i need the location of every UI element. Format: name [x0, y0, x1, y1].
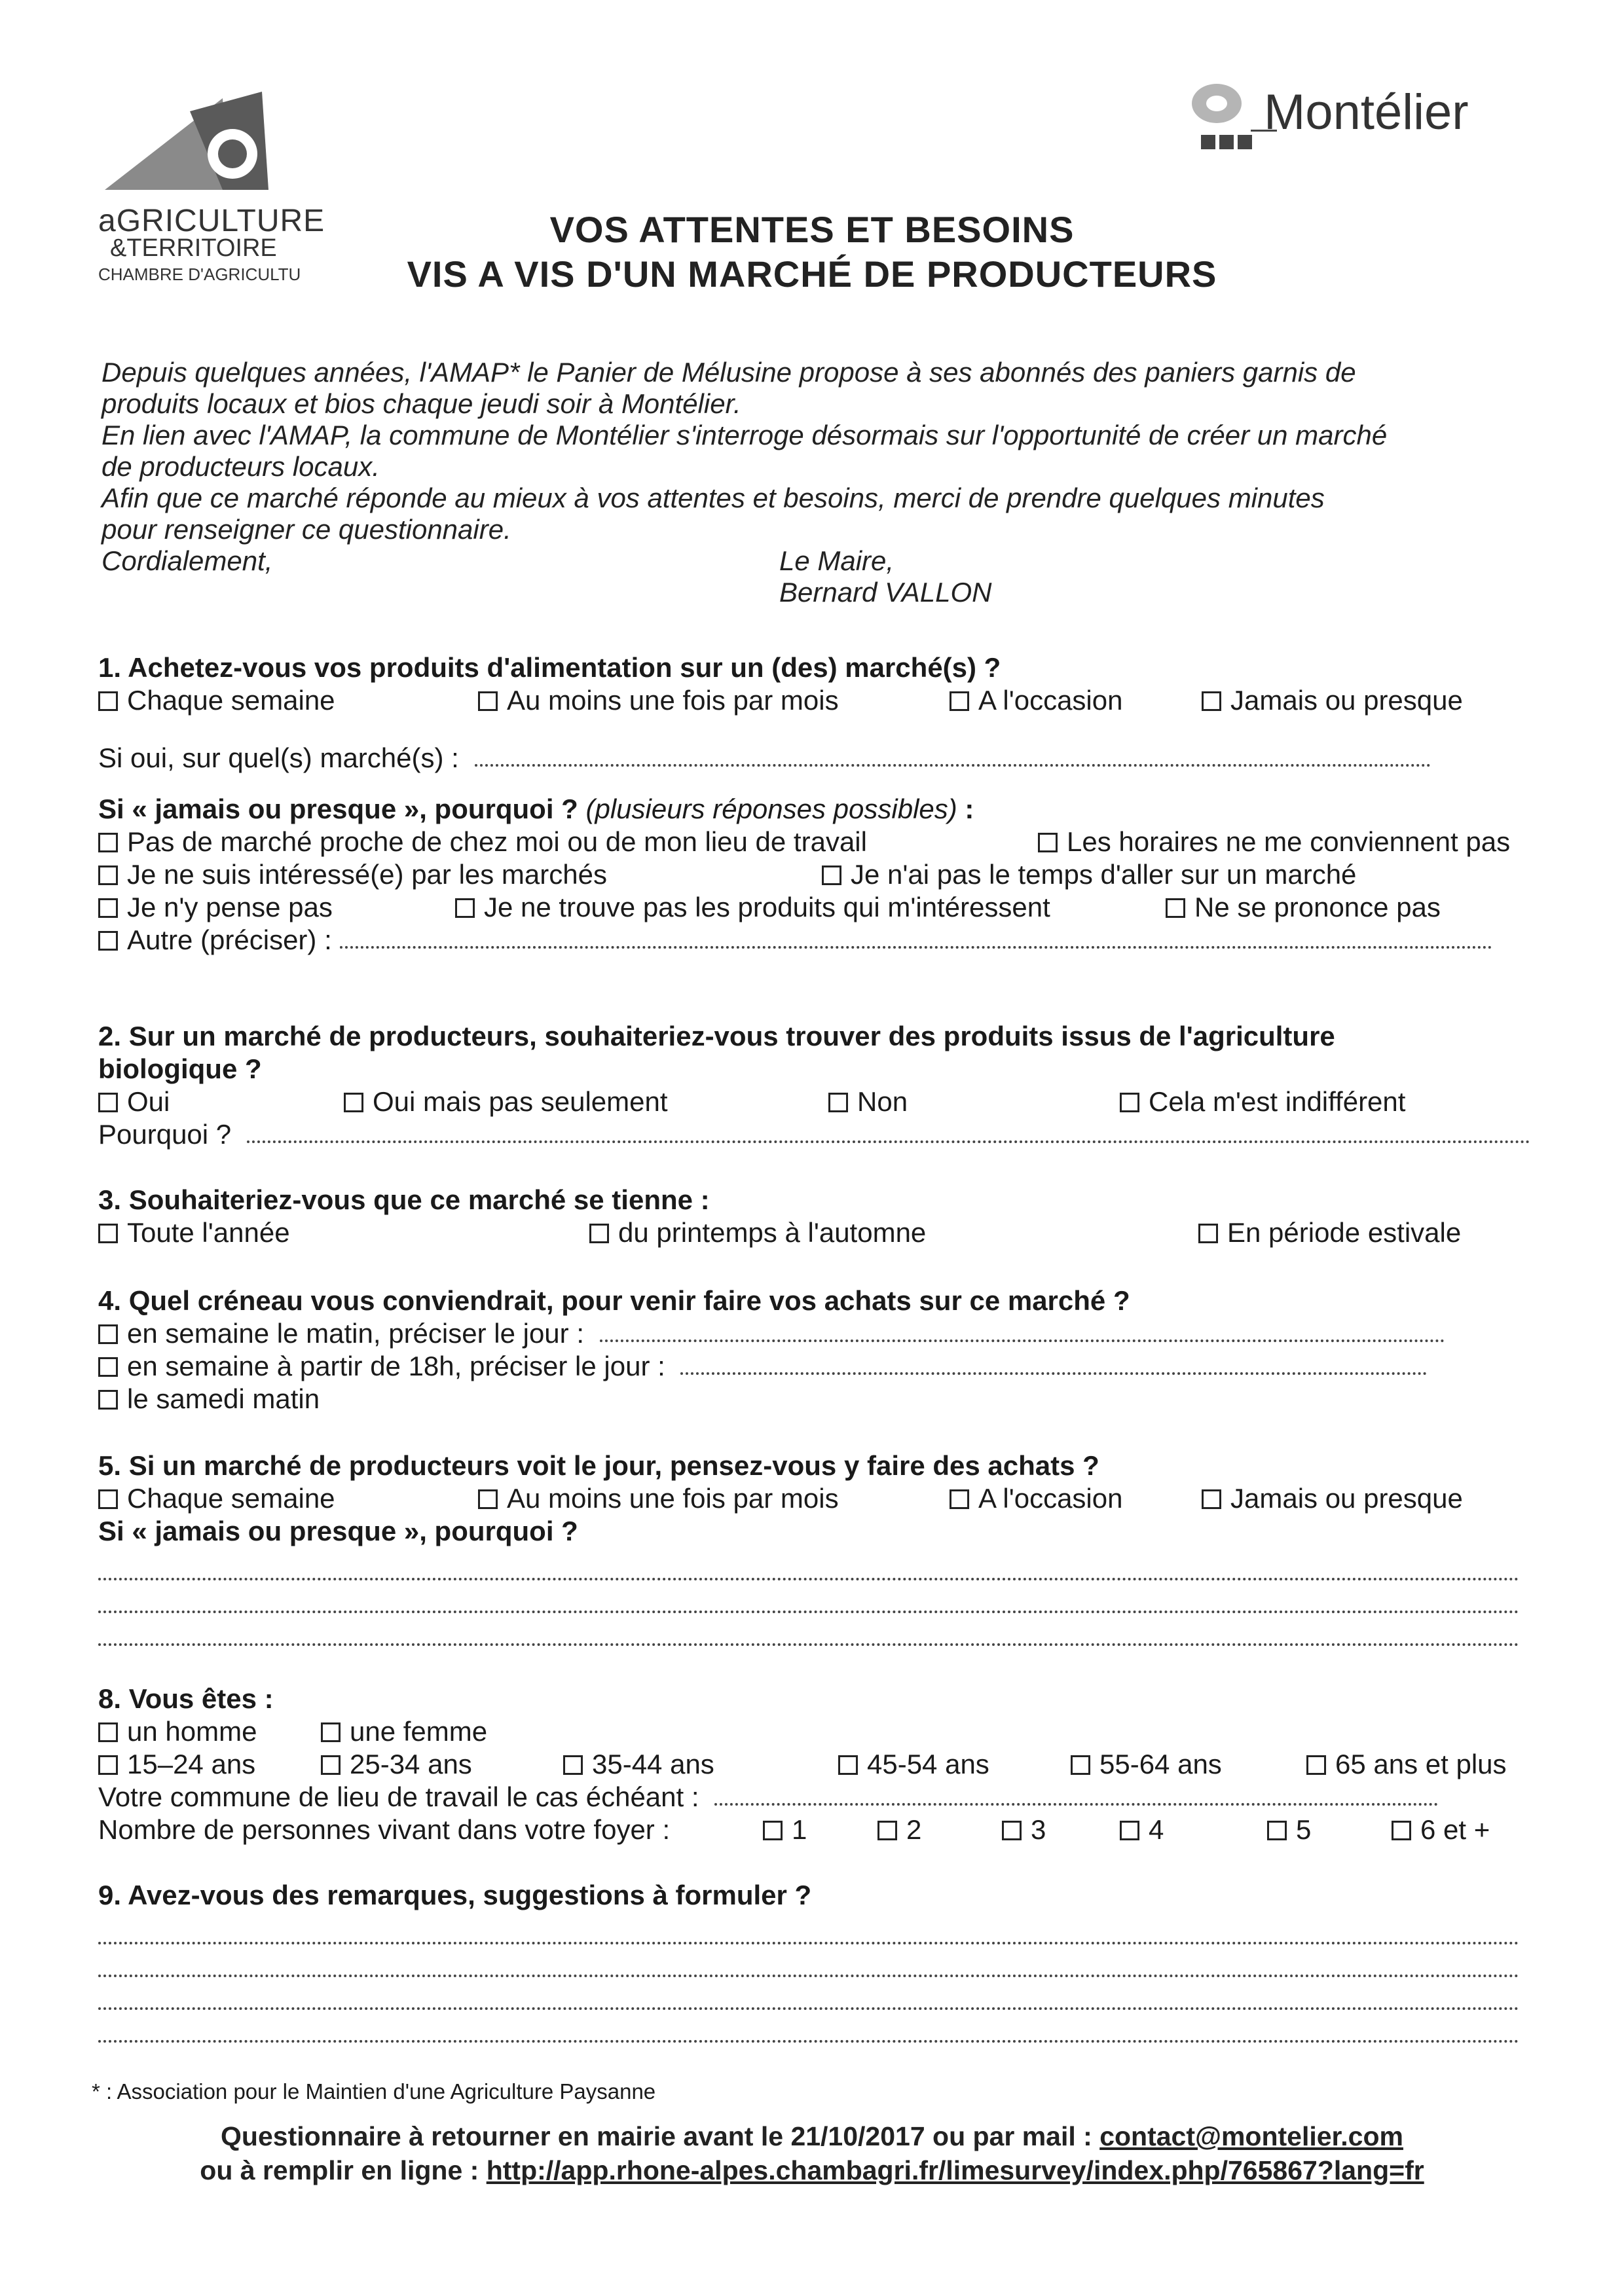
q8-workplace-field[interactable] [714, 1781, 1438, 1806]
q4-weekday-evening-field[interactable] [680, 1350, 1427, 1375]
checkbox[interactable] [589, 1224, 609, 1243]
checkbox[interactable] [98, 866, 118, 885]
q1-option-never[interactable]: Jamais ou presque [1202, 684, 1463, 717]
q8-household-2[interactable]: 2 [877, 1813, 921, 1846]
q1-reason-no-time[interactable]: Je n'ai pas le temps d'aller sur un marché [822, 858, 1356, 891]
q9-answer-line-2[interactable] [98, 1944, 1519, 1977]
q5-option-occasionally[interactable]: A l'occasion [950, 1482, 1122, 1515]
intro-line: de producteurs locaux. [101, 451, 380, 482]
question-2-title-line-1: 2. Sur un marché de producteurs, souhaiteriez-vous trouver des produits issus de l'agriculture [98, 1021, 1335, 1051]
q3-option-all-year[interactable]: Toute l'année [98, 1216, 290, 1249]
question-1-title: 1. Achetez-vous vos produits d'alimentation sur un (des) marché(s) ? [98, 652, 1001, 683]
q3-option-summer[interactable]: En période estivale [1198, 1216, 1461, 1249]
checkbox[interactable] [1392, 1821, 1411, 1840]
q8-household-5[interactable]: 5 [1267, 1813, 1311, 1846]
page-title-line-1: VOS ATTENTES ET BESOINS [549, 209, 1075, 250]
q2-option-indifferent[interactable]: Cela m'est indifférent [1120, 1085, 1405, 1118]
footer-line-1: Questionnaire à retourner en mairie avant le 21/10/2017 ou par mail : contact@montelier.com [221, 2121, 1403, 2151]
page-title-line-2: VIS A VIS D'UN MARCHÉ DE PRODUCTEURS [407, 253, 1217, 295]
checkbox[interactable] [1038, 833, 1058, 852]
q1-reason-other[interactable]: Autre (préciser) : [98, 924, 1539, 957]
q5-why-line-3[interactable] [98, 1613, 1519, 1646]
q8-household: Nombre de personnes vivant dans votre foyer : 1 2 3 4 5 6 et + [98, 1814, 1490, 1845]
q8-age-35-44[interactable]: 35-44 ans [563, 1748, 714, 1781]
agriculture-logo-icon [98, 85, 295, 203]
q8-household-6-plus[interactable]: 6 et + [1392, 1813, 1490, 1846]
q8-age-55-64[interactable]: 55-64 ans [1071, 1748, 1222, 1781]
footer-line-2: ou à remplir en ligne : http://app.rhone-alpes.chambagri.fr/limesurvey/index.php/765867?lang=fr [200, 2155, 1424, 2185]
q1-which-answer-field[interactable] [475, 742, 1431, 767]
q2-option-yes-not-only[interactable]: Oui mais pas seulement [344, 1085, 668, 1118]
q2-option-no[interactable]: Non [828, 1085, 908, 1118]
checkbox[interactable] [838, 1755, 858, 1775]
checkbox[interactable] [1202, 1489, 1221, 1509]
checkbox[interactable] [1120, 1093, 1139, 1112]
q1-reason-not-interested[interactable]: Je ne suis intéressé(e) par les marchés [98, 858, 607, 891]
intro-line: Afin que ce marché réponde au mieux à vos attentes et besoins, merci de prendre quelques minutes [101, 483, 1325, 513]
intro-text [101, 357, 1542, 608]
q1-why-title: Si « jamais ou presque », pourquoi ? (plusieurs réponses possibles) : [98, 793, 974, 824]
q3-option-spring-autumn[interactable]: du printemps à l'automne [589, 1216, 926, 1249]
checkbox[interactable] [1306, 1755, 1326, 1775]
logo-line-2: &TERRITOIRE [110, 234, 277, 262]
question-4 [98, 1285, 1539, 1415]
intro-line: En lien avec l'AMAP, la commune de Montélier s'interroge désormais sur l'opportunité de créer un marché [101, 420, 1388, 450]
contact-email-link[interactable]: contact@montelier.com [1099, 2121, 1403, 2151]
signature-name: Bernard VALLON [779, 577, 992, 608]
q8-workplace: Votre commune de lieu de travail le cas échéant : [98, 1781, 1539, 1813]
montelier-logo [1185, 72, 1486, 164]
checkbox[interactable] [950, 1489, 969, 1509]
q1-reason-products[interactable]: Je ne trouve pas les produits qui m'intéressent [455, 891, 1050, 924]
checkbox[interactable] [321, 1755, 341, 1775]
q1-reason-hours[interactable]: Les horaires ne me conviennent pas [1038, 826, 1510, 858]
q5-option-never[interactable]: Jamais ou presque [1202, 1482, 1463, 1515]
montelier-logo-icon [1185, 72, 1277, 164]
checkbox[interactable] [1202, 691, 1221, 711]
checkbox[interactable] [950, 691, 969, 711]
checkbox[interactable] [478, 691, 498, 711]
q5-why-title: Si « jamais ou presque », pourquoi ? [98, 1516, 578, 1546]
q9-answer-line-3[interactable] [98, 1977, 1519, 2010]
question-2 [98, 1020, 1539, 1151]
checkbox[interactable] [98, 1755, 118, 1775]
q4-option-saturday[interactable]: le samedi matin [98, 1383, 1539, 1415]
q4-option-weekday-morning[interactable]: en semaine le matin, préciser le jour : [98, 1317, 1539, 1350]
q4-option-weekday-evening[interactable]: en semaine à partir de 18h, préciser le jour : [98, 1350, 1539, 1383]
intro-line: pour renseigner ce questionnaire. [101, 514, 511, 545]
checkbox[interactable] [1166, 898, 1185, 918]
signature-title: Le Maire, [779, 545, 895, 576]
q1-reason-no-opinion[interactable]: Ne se prononce pas [1166, 891, 1441, 924]
checkbox[interactable] [1120, 1821, 1139, 1840]
q2-option-yes[interactable]: Oui [98, 1085, 170, 1118]
question-2-title-line-2: biologique ? [98, 1053, 262, 1084]
checkbox[interactable] [98, 1390, 118, 1410]
q5-option-monthly[interactable]: Au moins une fois par mois [478, 1482, 839, 1515]
checkbox[interactable] [828, 1093, 848, 1112]
question-4-title: 4. Quel créneau vous conviendrait, pour venir faire vos achats sur ce marché ? [98, 1285, 1130, 1316]
q8-age-45-54[interactable]: 45-54 ans [838, 1748, 989, 1781]
intro-line: Depuis quelques années, l'AMAP* le Panier de Mélusine propose à ses abonnés des paniers garnis de [101, 357, 1356, 388]
question-3-title: 3. Souhaiteriez-vous que ce marché se tienne : [98, 1184, 710, 1215]
q1-reason-no-market-nearby[interactable]: Pas de marché proche de chez moi ou de mon lieu de travail [98, 826, 867, 858]
q5-why-line-1[interactable] [98, 1548, 1519, 1580]
q8-option-woman[interactable]: une femme [321, 1715, 487, 1748]
checkbox[interactable] [877, 1821, 897, 1840]
q8-household-1[interactable]: 1 [763, 1813, 807, 1846]
checkbox[interactable] [1267, 1821, 1287, 1840]
q1-option-weekly[interactable]: Chaque semaine [98, 684, 335, 717]
checkbox[interactable] [763, 1821, 783, 1840]
footnote: * : Association pour le Maintien d'une Agriculture Paysanne [92, 2079, 656, 2104]
q8-option-man[interactable]: un homme [98, 1715, 257, 1748]
question-8 [98, 1683, 1539, 1846]
logo-line-3: CHAMBRE D'AGRICULTU [98, 264, 301, 284]
q8-age-25-34[interactable]: 25-34 ans [321, 1748, 472, 1781]
survey-url-link[interactable]: http://app.rhone-alpes.chambagri.fr/limesurvey/index.php/765867?lang=fr [486, 2155, 1424, 2185]
q8-household-3[interactable]: 3 [1002, 1813, 1046, 1846]
question-9-title: 9. Avez-vous des remarques, suggestions à formuler ? [98, 1880, 812, 1910]
q1-other-field[interactable] [340, 924, 1492, 949]
q4-weekday-morning-field[interactable] [600, 1317, 1445, 1342]
q1-which-market: Si oui, sur quel(s) marché(s) : [98, 742, 1539, 774]
q2-why: Pourquoi ? [98, 1118, 1539, 1151]
q1-reason-dont-think[interactable]: Je n'y pense pas [98, 891, 333, 924]
checkbox[interactable] [98, 931, 118, 951]
q9-answer-line-4[interactable] [98, 2010, 1519, 2043]
q8-household-4[interactable]: 4 [1120, 1813, 1164, 1846]
checkbox[interactable] [1071, 1755, 1090, 1775]
checkbox[interactable] [455, 898, 475, 918]
intro-line: produits locaux et bios chaque jeudi soir à Montélier. [101, 388, 741, 419]
q1-option-monthly[interactable]: Au moins une fois par mois [478, 684, 839, 717]
question-1 [98, 651, 1539, 957]
q5-option-weekly[interactable]: Chaque semaine [98, 1482, 335, 1515]
checkbox[interactable] [98, 1489, 118, 1509]
question-3 [98, 1184, 1539, 1249]
checkbox[interactable] [98, 1722, 118, 1742]
montelier-name: Montélier [1264, 84, 1469, 140]
checkbox[interactable] [478, 1489, 498, 1509]
checkbox[interactable] [98, 1324, 118, 1344]
checkbox[interactable] [1198, 1224, 1218, 1243]
checkbox[interactable] [344, 1093, 363, 1112]
q9-answer-line-1[interactable] [98, 1912, 1519, 1944]
checkbox[interactable] [98, 691, 118, 711]
q8-age-15-24[interactable]: 15–24 ans [98, 1748, 255, 1781]
question-5 [98, 1449, 1539, 1646]
logo-line-1: aGRICULTURE [98, 204, 325, 238]
checkbox[interactable] [98, 1224, 118, 1243]
checkbox[interactable] [98, 1093, 118, 1112]
checkbox[interactable] [321, 1722, 341, 1742]
checkbox[interactable] [563, 1755, 583, 1775]
intro-greeting: Cordialement, [101, 545, 273, 576]
q1-option-occasionally[interactable]: A l'occasion [950, 684, 1122, 717]
q2-why-field[interactable] [247, 1118, 1530, 1143]
question-5-title: 5. Si un marché de producteurs voit le jour, pensez-vous y faire des achats ? [98, 1450, 1099, 1481]
checkbox[interactable] [98, 1357, 118, 1377]
checkbox[interactable] [98, 833, 118, 852]
checkbox[interactable] [1002, 1821, 1022, 1840]
checkbox[interactable] [98, 898, 118, 918]
question-9 [98, 1879, 1539, 2043]
question-8-title: 8. Vous êtes : [98, 1683, 274, 1714]
checkbox[interactable] [822, 866, 841, 885]
q8-age-65-plus[interactable]: 65 ans et plus [1306, 1748, 1507, 1781]
q5-why-line-2[interactable] [98, 1580, 1519, 1613]
